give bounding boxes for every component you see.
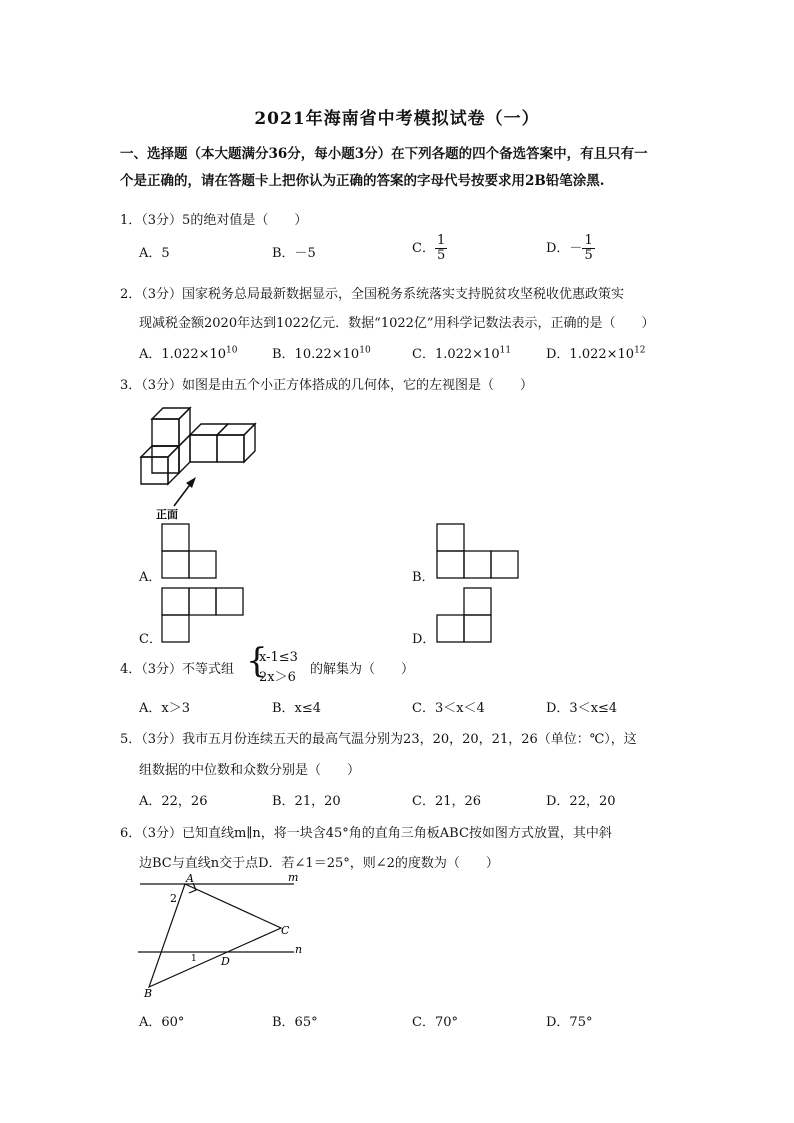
- q6-option-a[interactable]: A．60°: [139, 1015, 185, 1030]
- q1-option-c[interactable]: [412, 234, 447, 263]
- label-angle-1: 1: [191, 954, 197, 964]
- q6-option-d[interactable]: D．75°: [546, 1015, 593, 1030]
- cube-middle-side: [179, 435, 190, 473]
- q2-c-base: C．1.022×10: [412, 347, 500, 362]
- q2-option-b[interactable]: [272, 343, 371, 362]
- q4-option-b[interactable]: B．x≤4: [272, 701, 322, 716]
- label-point-c: C: [281, 924, 290, 937]
- q6-triangle-figure: [134, 872, 314, 1002]
- q2-option-d[interactable]: [546, 343, 646, 362]
- q2-option-c[interactable]: [412, 343, 511, 362]
- q2-option-a[interactable]: [139, 343, 238, 362]
- q1-option-c-fraction: [435, 234, 447, 263]
- label-line-n: n: [295, 943, 303, 956]
- cube-front-left-front: [141, 457, 168, 484]
- q4-stem-suffix: 的解集为（ ）: [310, 662, 415, 677]
- q1-d-denominator: 5: [584, 248, 593, 263]
- page-title: 2021年海南省中考模拟试卷（一）: [254, 109, 540, 129]
- triangle-abc: [149, 884, 281, 987]
- q1-c-denominator: 5: [436, 248, 446, 263]
- q3-option-b-view[interactable]: [436, 523, 522, 581]
- front-arrow: [174, 477, 196, 506]
- q6-option-b[interactable]: B．65°: [272, 1015, 318, 1030]
- cube-back-2-front: [217, 435, 244, 462]
- cube-back-2-side: [244, 424, 255, 462]
- q3-option-d-label[interactable]: D．: [412, 632, 436, 647]
- q5-option-c[interactable]: C．21，26: [412, 794, 482, 809]
- q2-b-exponent: 10: [359, 345, 371, 356]
- cube-back-1-front: [190, 435, 217, 462]
- q3-cubes: [141, 408, 255, 484]
- q2-a-exponent: 10: [226, 345, 238, 356]
- label-point-b: B: [144, 987, 153, 1000]
- q2-d-exponent: 12: [634, 345, 646, 356]
- front-label: 正面: [156, 508, 178, 521]
- q1-stem: 1．（3分）5的绝对值是（ ）: [120, 213, 308, 228]
- q3-stem: 3．（3分）如图是由五个小正方体搭成的几何体，它的左视图是（ ）: [120, 378, 534, 393]
- q4-brace: {: [246, 641, 268, 681]
- q4-inequality-2: 2x＞6: [259, 670, 296, 685]
- q1-d-numerator: 1: [584, 233, 593, 248]
- q3-option-d-view[interactable]: [436, 587, 494, 645]
- q1-option-d[interactable]: [546, 234, 595, 263]
- q2-d-base: D．1.022×10: [546, 347, 635, 362]
- q1-c-numerator: 1: [436, 233, 446, 248]
- q1-option-a[interactable]: A．5: [139, 246, 170, 261]
- q1-option-d-prefix: D．－: [546, 241, 583, 256]
- label-angle-2: 2: [170, 892, 177, 905]
- q6-stem-line-1: 6．（3分）已知直线m∥n，将一块含45°角的直角三角板ABC按如图方式放置，其中斜: [120, 826, 612, 841]
- label-point-a: A: [186, 872, 194, 885]
- q5-stem-line-2: 组数据的中位数和众数分别是（ ）: [139, 763, 361, 778]
- q3-option-c-view[interactable]: [161, 587, 247, 645]
- q4-stem-prefix: 4．（3分）不等式组: [120, 662, 235, 677]
- q4-inequality-1: x-1≤3: [259, 650, 298, 665]
- q3-option-a-label[interactable]: A．: [139, 570, 162, 585]
- q1-option-c-prefix: C．: [412, 241, 435, 256]
- q3-option-b-label[interactable]: B．: [412, 570, 435, 585]
- cube-front-left-side: [168, 446, 179, 484]
- q1-option-b[interactable]: B．－5: [272, 246, 316, 261]
- q3-option-c-label[interactable]: C．: [139, 632, 162, 647]
- q2-a-base: A．1.022×10: [139, 347, 227, 362]
- label-line-m: m: [288, 872, 299, 884]
- q5-stem-line-1: 5．（3分）我市五月份连续五天的最高气温分别为23，20，20，21，26（单位：℃），这: [120, 732, 637, 747]
- q4-option-d[interactable]: D．3＜x≤4: [546, 701, 618, 716]
- q5-option-b[interactable]: B．21，20: [272, 794, 341, 809]
- q6-stem-line-2: 边BC与直线n交于点D．若∠1＝25°，则∠2的度数为（ ）: [139, 856, 499, 871]
- q5-option-d[interactable]: D．22，20: [546, 794, 616, 809]
- q6-option-c[interactable]: C．70°: [412, 1015, 458, 1030]
- q4-inequality-system: [259, 648, 298, 688]
- q2-b-base: B．10.22×10: [272, 347, 360, 362]
- q2-c-exponent: 11: [499, 345, 512, 356]
- cube-top-front: [152, 419, 179, 446]
- label-point-d: D: [221, 955, 230, 968]
- section-heading: [120, 141, 680, 195]
- q4-stem: [120, 658, 234, 677]
- section-line-2: 个是正确的，请在答题卡上把你认为正确的答案的字母代号按要求用2B铅笔涂黑.: [120, 173, 605, 189]
- q3-cube-figure: [130, 398, 270, 524]
- q2-stem-line-2: 现减税金额2020年达到1022亿元．数据“1022亿”用科学记数法表示，正确的是（ ）: [139, 316, 655, 331]
- q4-option-a[interactable]: A．x＞3: [139, 701, 190, 716]
- q5-option-a[interactable]: A．22，26: [139, 794, 208, 809]
- section-line-1: 一、选择题（本大题满分36分，每小题3分）在下列各题的四个备选答案中，有且只有一: [120, 146, 648, 162]
- q1-option-d-fraction: [582, 234, 594, 263]
- q2-stem-line-1: 2．（3分）国家税务总局最新数据显示，全国税务系统落实支持脱贫攻坚税收优惠政策实: [120, 287, 625, 302]
- q4-option-c[interactable]: C．3＜x＜4: [412, 701, 485, 716]
- q3-option-a-view[interactable]: [161, 523, 219, 581]
